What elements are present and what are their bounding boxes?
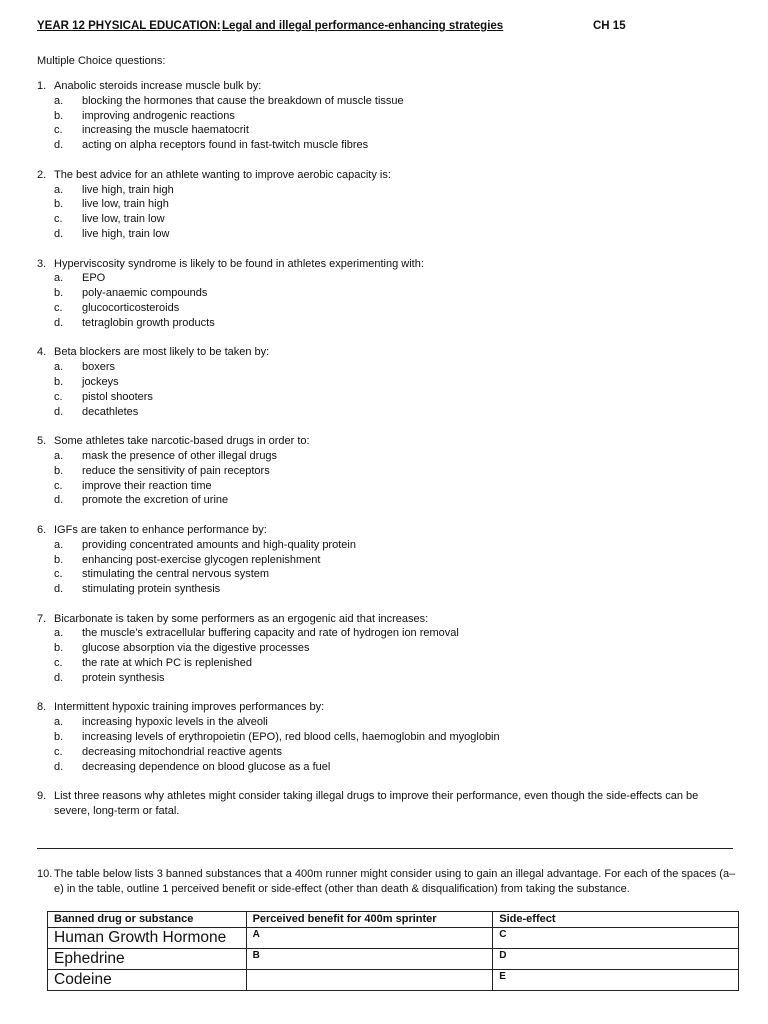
- course-title: YEAR 12 PHYSICAL EDUCATION:: [37, 20, 221, 32]
- option-text: acting on alpha receptors found in fast-twitch muscle fibres: [82, 139, 369, 152]
- topic-title: Legal and illegal performance-enhancing strategies: [222, 20, 504, 32]
- question-text: List three reasons why athletes might consider taking illegal drugs to improve their performance, even though the side-effects can be severe, long-term or fatal.: [54, 790, 699, 818]
- question-8: [37, 700, 737, 774]
- answer-option[interactable]: [37, 286, 737, 301]
- answer-option[interactable]: [37, 479, 737, 494]
- option-letter: b.: [54, 464, 64, 477]
- answer-option[interactable]: [37, 360, 737, 375]
- option-text: boxers: [82, 361, 116, 374]
- option-letter: d.: [54, 316, 64, 329]
- answer-option[interactable]: [37, 301, 737, 316]
- question-7: [37, 612, 737, 686]
- side-effect-answer-cell[interactable]: D: [493, 949, 739, 970]
- option-letter: b.: [54, 553, 64, 566]
- option-text: glucocorticosteroids: [82, 301, 180, 314]
- question-text: Intermittent hypoxic training improves performances by:: [54, 701, 325, 714]
- answer-option[interactable]: [37, 745, 737, 760]
- question-number: 9.: [37, 790, 47, 803]
- option-text: protein synthesis: [82, 671, 165, 684]
- option-letter: b.: [54, 731, 64, 744]
- option-letter: d.: [54, 494, 64, 507]
- benefit-answer-cell[interactable]: [246, 970, 493, 991]
- chapter-label: CH 15: [593, 20, 626, 32]
- answer-option[interactable]: [37, 730, 737, 745]
- column-header-side-effect: Side-effect: [493, 912, 739, 928]
- option-letter: b.: [54, 375, 64, 388]
- question-number: 1.: [37, 80, 47, 92]
- answer-option[interactable]: [37, 671, 737, 686]
- option-text: providing concentrated amounts and high-quality protein: [82, 538, 356, 551]
- option-letter: b.: [54, 198, 64, 211]
- option-letter: a.: [54, 183, 64, 196]
- option-letter: d.: [54, 671, 64, 684]
- option-text: blocking the hormones that cause the breakdown of muscle tissue: [82, 94, 404, 107]
- question-text: The table below lists 3 banned substances that a 400m runner might consider using to gain an illegal advantage. For each of the spaces (a–e) in the table, outline 1 perceived benefit or side-effect (other than death & disqualification) from taking the substance.: [54, 868, 736, 895]
- answer-option[interactable]: [37, 316, 737, 331]
- option-text: improve their reaction time: [82, 479, 212, 492]
- option-text: pistol shooters: [82, 390, 153, 403]
- answer-option[interactable]: [37, 183, 737, 198]
- option-letter: c.: [54, 568, 63, 581]
- question-4: [37, 345, 737, 419]
- option-letter: c.: [54, 657, 63, 670]
- question-stem: [37, 345, 737, 360]
- question-number: 2.: [37, 168, 47, 181]
- question-text: Hyperviscosity syndrome is likely to be found in athletes experimenting with:: [54, 257, 424, 270]
- question-stem: [37, 789, 737, 819]
- option-letter: a.: [54, 361, 64, 374]
- question-text: Beta blockers are most likely to be taken by:: [54, 346, 270, 359]
- option-letter: a.: [54, 627, 64, 640]
- question-number: 5.: [37, 435, 47, 448]
- question-1: [37, 79, 737, 153]
- question-2: [37, 168, 737, 242]
- option-letter: d.: [54, 227, 64, 240]
- question-number: 6.: [37, 523, 47, 536]
- answer-option[interactable]: [37, 138, 737, 153]
- answer-option[interactable]: [37, 197, 737, 212]
- option-text: mask the presence of other illegal drugs: [82, 449, 278, 462]
- table-header-row: [48, 912, 739, 928]
- question-stem: [37, 523, 737, 538]
- question-10: [37, 867, 737, 897]
- column-header-benefit: Perceived benefit for 400m sprinter: [246, 912, 493, 928]
- question-text: Anabolic steroids increase muscle bulk by:: [54, 80, 262, 92]
- answer-option[interactable]: [37, 553, 737, 568]
- question-text: Bicarbonate is taken by some performers as an ergogenic aid that increases:: [54, 612, 429, 625]
- option-letter: a.: [54, 272, 64, 285]
- answer-option[interactable]: [37, 641, 737, 656]
- answer-option[interactable]: [37, 493, 737, 508]
- option-text: tetraglobin growth products: [82, 316, 215, 329]
- question-stem: [37, 257, 737, 272]
- option-text: reduce the sensitivity of pain receptors: [82, 464, 270, 477]
- answer-option[interactable]: [37, 582, 737, 597]
- drug-name-cell: Human Growth Hormone: [48, 928, 247, 949]
- question-number: 4.: [37, 346, 47, 359]
- option-letter: c.: [54, 213, 63, 226]
- option-text: improving androgenic reactions: [82, 109, 235, 122]
- question-stem: [37, 434, 737, 449]
- question-3: [37, 257, 737, 331]
- question-5: [37, 434, 737, 508]
- option-text: promote the excretion of urine: [82, 494, 229, 507]
- answer-option[interactable]: [37, 271, 737, 286]
- option-text: the rate at which PC is replenished: [82, 657, 252, 670]
- benefit-answer-cell[interactable]: A: [246, 928, 493, 949]
- option-text: live low, train low: [82, 213, 165, 226]
- answer-option[interactable]: [37, 715, 737, 730]
- option-text: stimulating protein synthesis: [82, 583, 221, 596]
- option-text: the muscle’s extracellular buffering capacity and rate of hydrogen ion removal: [82, 627, 459, 640]
- drug-name-cell: Ephedrine: [48, 949, 247, 970]
- column-header-drug: Banned drug or substance: [48, 912, 247, 928]
- answer-option[interactable]: [37, 94, 737, 109]
- option-text: decreasing mitochondrial reactive agents: [82, 745, 282, 758]
- option-text: decreasing dependence on blood glucose as a fuel: [82, 760, 331, 773]
- answer-option[interactable]: [37, 375, 737, 390]
- answer-option[interactable]: [37, 538, 737, 553]
- option-letter: c.: [54, 124, 63, 137]
- option-text: live low, train high: [82, 198, 169, 211]
- option-text: decathletes: [82, 405, 139, 418]
- option-letter: d.: [54, 405, 64, 418]
- benefit-answer-cell[interactable]: B: [246, 949, 493, 970]
- option-letter: a.: [54, 716, 64, 729]
- option-letter: a.: [54, 538, 64, 551]
- answer-line: [37, 848, 733, 849]
- option-text: increasing levels of erythropoietin (EPO), red blood cells, haemoglobin and myoglobin: [82, 731, 500, 744]
- option-letter: b.: [54, 109, 64, 122]
- option-letter: c.: [54, 479, 63, 492]
- option-letter: d.: [54, 139, 64, 152]
- answer-option[interactable]: [37, 464, 737, 479]
- answer-option[interactable]: [37, 405, 737, 420]
- option-text: live high, train high: [82, 183, 174, 196]
- answer-option[interactable]: [37, 567, 737, 582]
- option-text: jockeys: [82, 375, 119, 388]
- option-text: EPO: [82, 272, 106, 285]
- option-text: poly-anaemic compounds: [82, 287, 208, 300]
- question-stem: [37, 168, 737, 183]
- table-row: [48, 970, 739, 991]
- question-number: 3.: [37, 257, 47, 270]
- option-text: increasing the muscle haematocrit: [82, 124, 249, 137]
- question-text: Some athletes take narcotic-based drugs in order to:: [54, 435, 310, 448]
- question-number: 7.: [37, 612, 47, 625]
- option-letter: c.: [54, 745, 63, 758]
- option-letter: b.: [54, 287, 64, 300]
- option-letter: a.: [54, 449, 64, 462]
- table-row: [48, 928, 739, 949]
- option-letter: d.: [54, 760, 64, 773]
- option-letter: b.: [54, 642, 64, 655]
- question-number: 8.: [37, 701, 47, 714]
- page-header: [37, 20, 738, 36]
- question-list: [37, 79, 737, 834]
- answer-option[interactable]: [37, 626, 737, 641]
- option-letter: c.: [54, 301, 63, 314]
- question-stem: [37, 700, 737, 715]
- question-number: 10.: [37, 868, 53, 880]
- drug-name-cell: Codeine: [48, 970, 247, 991]
- option-text: stimulating the central nervous system: [82, 568, 270, 581]
- option-letter: c.: [54, 390, 63, 403]
- table-row: [48, 949, 739, 970]
- answer-option[interactable]: [37, 109, 737, 124]
- question-9: [37, 789, 737, 819]
- option-text: live high, train low: [82, 227, 170, 240]
- question-6: [37, 523, 737, 597]
- question-text: The best advice for an athlete wanting to improve aerobic capacity is:: [54, 168, 391, 181]
- option-text: increasing hypoxic levels in the alveoli: [82, 716, 268, 729]
- option-text: glucose absorption via the digestive processes: [82, 642, 310, 655]
- question-stem: [37, 612, 737, 627]
- answer-option[interactable]: [37, 212, 737, 227]
- option-letter: a.: [54, 94, 64, 107]
- option-letter: d.: [54, 583, 64, 596]
- question-text: IGFs are taken to enhance performance by:: [54, 523, 267, 536]
- answer-option[interactable]: [37, 656, 737, 671]
- section-subtitle: Multiple Choice questions:: [37, 55, 166, 67]
- side-effect-answer-cell[interactable]: E: [493, 970, 739, 991]
- answer-option[interactable]: [37, 390, 737, 405]
- answer-option[interactable]: [37, 449, 737, 464]
- question-stem: [37, 79, 737, 94]
- banned-substances-table: [47, 911, 739, 991]
- answer-option[interactable]: [37, 760, 737, 775]
- option-text: enhancing post-exercise glycogen replenishment: [82, 553, 321, 566]
- side-effect-answer-cell[interactable]: C: [493, 928, 739, 949]
- answer-option[interactable]: [37, 123, 737, 138]
- answer-option[interactable]: [37, 227, 737, 242]
